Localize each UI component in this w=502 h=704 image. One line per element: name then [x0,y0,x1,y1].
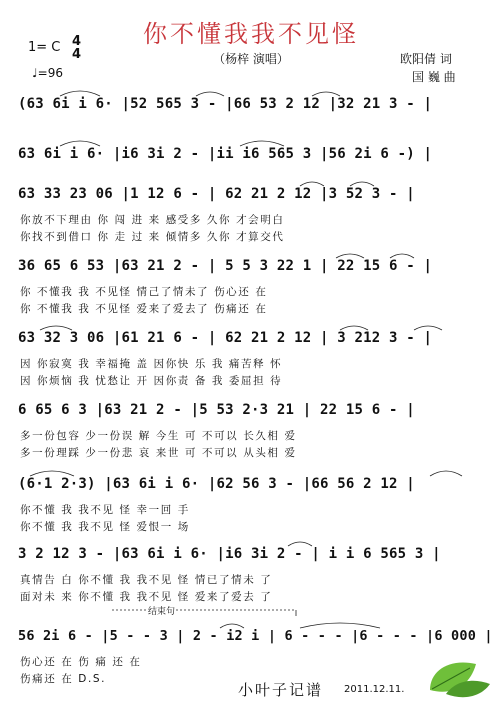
time-signature-bottom: 4 [72,47,82,62]
composer-credit: 国 巍 曲 [412,70,456,84]
transcription-date: 2011.12.11. [344,684,405,695]
notation-line: 63 33 23 06 |1 12 6 - | 62 21 2 12 |3 52 3 - | [18,186,415,202]
lyric-line-1: 你 不懂我 我 不见怪 情己了情未了 伤心还 在 [20,286,268,298]
lyric-line-2: 因 你烦恼 我 忧愁让 开 因你责 备 我 委屈担 待 [20,375,283,387]
lyric-line-2: 你不懂 我 我不见 怪 爱恨一 场 [20,521,190,533]
performer-subtitle: （杨梓 演唱） [213,52,289,66]
lyric-line-2: 你找不到借口 你 走 过 来 倾情多 久你 才算交代 [20,231,285,243]
slur-marks [30,91,462,628]
leaf-icon [430,662,490,697]
notation-line: 56 2i 6 - |5 - - 3 | 2 - i2 i | 6 - - - |6 - - - |6 000 | [18,628,493,644]
ending-label: 结束句 [148,607,176,617]
key-signature: 1= C [28,40,61,55]
tempo-marking: ♩=96 [32,66,63,80]
notation-line: 63 32 3 06 |61 21 6 - | 62 21 2 12 | 3 212 3 - | [18,330,433,346]
lyric-line-2: 多一份理踩 少一份悲 哀 来世 可 不可以 从头相 爱 [20,447,297,459]
lyric-line-1: 伤心还 在 伤 痛 还 在 [20,656,142,668]
lyric-line-1: 多一份包容 少一份误 解 今生 可 不可以 长久相 爱 [20,430,297,442]
lyric-line-2: 伤痛还 在 D.S. [20,673,107,685]
notation-line: 63 6i i 6· |i6 3i 2 - |ii i6 565 3 |56 2i 6 -) | [18,146,433,162]
ending-bracket [112,610,296,616]
lyric-line-2: 你 不懂我 我 不见怪 爱来了爱去了 伤痛还 在 [20,303,268,315]
page-title: 你不懂我我不见怪 [143,20,359,48]
transcriber-signature: 小叶子记谱 [238,681,324,699]
notation-line: 36 65 6 53 |63 21 2 - | 5 5 3 22 1 | 22 15 6 - | [18,258,433,274]
notation-line: (63 6i i 6· |52 565 3 - |66 53 2 12 |32 21 3 - | [18,96,433,112]
lyric-line-1: 你不懂 我 我不见 怪 幸一回 手 [20,504,190,516]
notation-line: (6·1 2·3) |63 6i i 6· |62 56 3 - |66 56 2 12 | [18,476,415,492]
lyric-line-1: 因 你寂寞 我 幸福掩 盖 因你快 乐 我 痛苦释 怀 [20,358,283,370]
time-signature-top: 4 [72,34,82,49]
lyric-line-2: 面对未 来 你不懂 我 我不见 怪 爱来了爱去 了 [20,591,273,603]
lyric-line-1: 真情告 白 你不懂 我 我不见 怪 情已了情未 了 [20,574,273,586]
notation-line: 3 2 12 3 - |63 6i i 6· |i6 3i 2 - | i i 6 565 3 | [18,546,441,562]
lyricist-credit: 欧阳倩 词 [400,52,452,66]
notation-line: 6 65 6 3 |63 21 2 - |5 53 2·3 21 | 22 15 6 - | [18,402,415,418]
lyric-line-1: 你放不下理由 你 闯 进 来 感受多 久你 才会明白 [20,214,285,226]
